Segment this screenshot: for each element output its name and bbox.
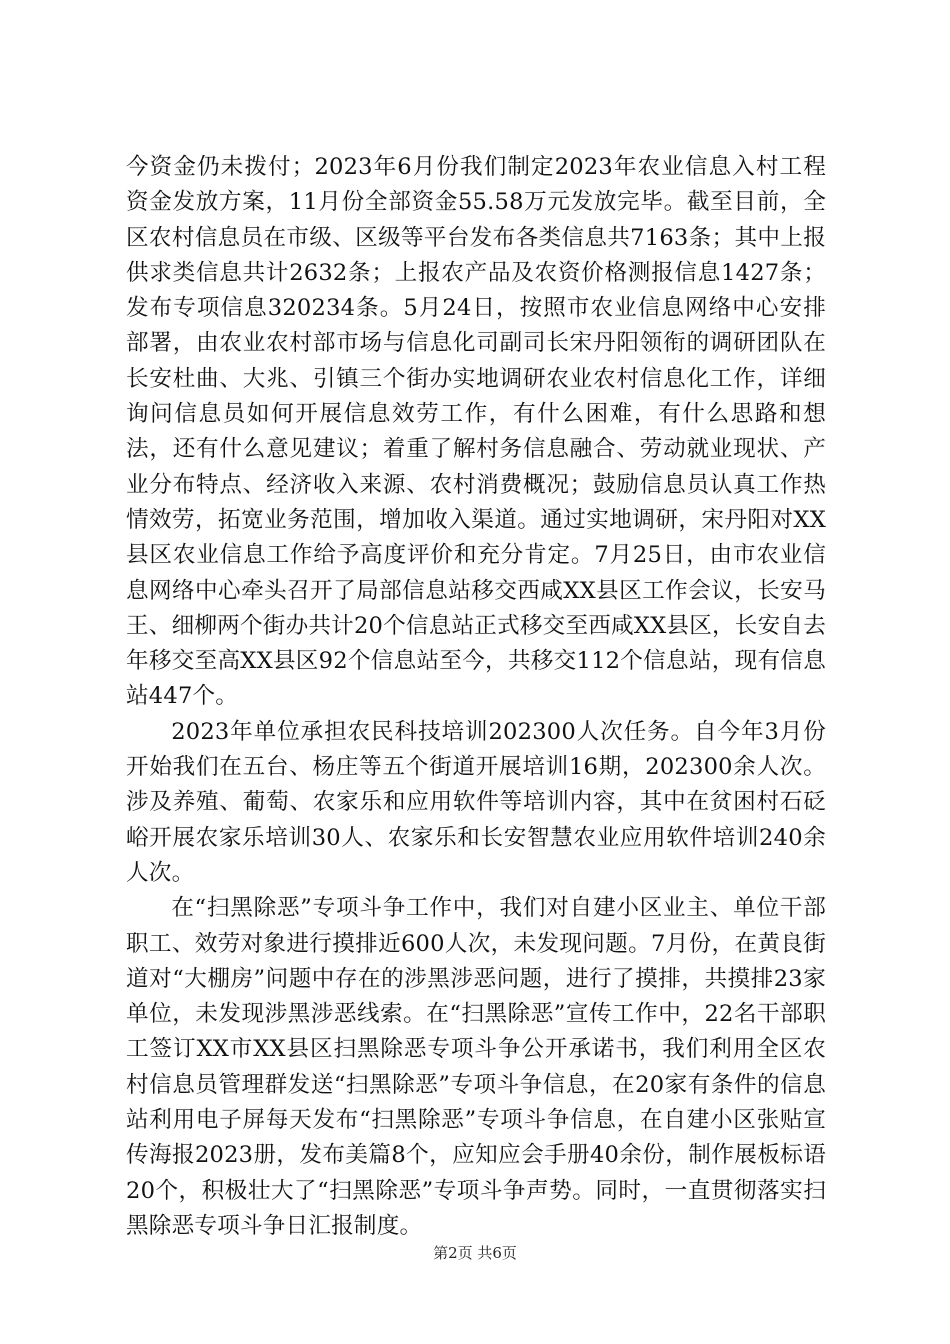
page-number-footer: 第2页 共6页 [433, 1244, 517, 1262]
paragraph-2: 2023年单位承担农民科技培训202300人次任务。自今年3月份开始我们在五台、杨庄等五个街道开展培训16期，202300余人次。涉及养殖、葡萄、农家乐和应用软件等培训内容，其中在贫困村石砭峪开展农家乐培训30人、农家乐和长安智慧农业应用软件培训240余人次。 [126, 718, 826, 886]
paragraph-1: 今资金仍未拨付；2023年6月份我们制定2023年农业信息入村工程资金发放方案，11月份全部资金55.58万元发放完毕。截至目前，全区农村信息员在市级、区级等平台发布各类信息共7163条；其中上报供求类信息共计2632条；上报农产品及农资价格测报信息1427条；发布专项信息320234条。5月24日，按照市农业信息网络中心安排部署，由农业农村部市场与信息化司副司长宋丹阳领衔的调研团队在长安杜曲、大兆、引镇三个街办实地调研农业农村信息化工作，详细询问信息员如何开展信息效劳工作，有什么困难，有什么思路和想法，还有什么意见建议；着重了解村务信息融合、劳动就业现状、产业分布特点、经济收入来源、农村消费概况；鼓励信息员认真工作热情效劳，拓宽业务范围，增加收入渠道。通过实地调研，宋丹阳对XX县区农业信息工作给予高度评价和充分肯定。7月25日，由市农业信息网络中心牵头召开了局部信息站移交西咸XX县区工作会议，长安马王、细柳两个街办共计20个信息站正式移交至西咸XX县区，长安自去年移交至高XX县区92个信息站至今，共移交112个信息站，现有信息站447个。 [126, 154, 826, 710]
document-body [126, 150, 826, 1244]
paragraph-3: 在“扫黑除恶”专项斗争工作中，我们对自建小区业主、单位干部职工、效劳对象进行摸排近600人次，未发现问题。7月份，在黄良街道对“大棚房”问题中存在的涉黑涉恶问题，进行了摸排，共摸排23家单位，未发现涉黑涉恶线索。在“扫黑除恶”宣传工作中，22名干部职工签订XX市XX县区扫黑除恶专项斗争公开承诺书，我们利用全区农村信息员管理群发送“扫黑除恶”专项斗争信息，在20家有条件的信息站利用电子屏每天发布“扫黑除恶”专项斗争信息，在自建小区张贴宣传海报2023册，发布美篇8个，应知应会手册40余份，制作展板标语20个，积极壮大了“扫黑除恶”专项斗争声势。同时，一直贯彻落实扫黑除恶专项斗争日汇报制度。 [126, 895, 826, 1239]
